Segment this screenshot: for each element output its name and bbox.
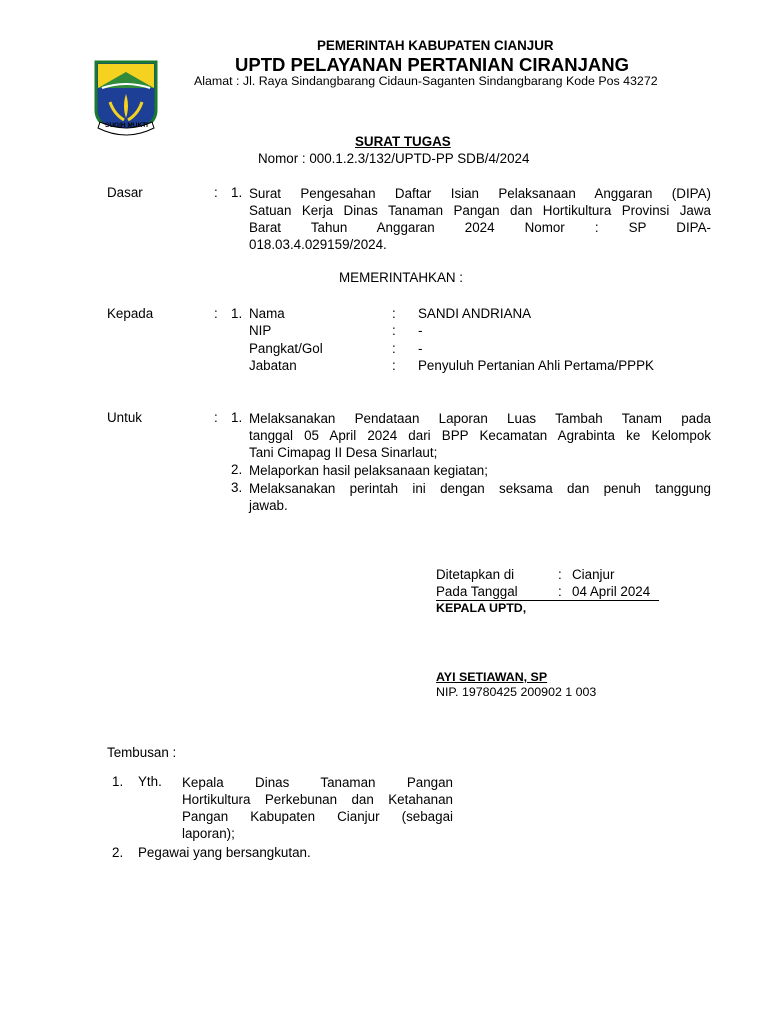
signature-place-sep: :	[558, 567, 562, 582]
tembusan-item-1-prefix: Yth.	[138, 774, 162, 789]
signature-place-label: Ditetapkan di	[436, 567, 515, 582]
field-nip-value: -	[418, 323, 423, 338]
signature-nip: NIP. 19780425 200902 1 003	[436, 685, 597, 699]
signature-position: KEPALA UPTD,	[436, 601, 527, 615]
office-name: UPTD PELAYANAN PERTANIAN CIRANJANG	[235, 54, 630, 75]
kepada-label: Kepada	[107, 306, 154, 321]
kepada-colon: :	[214, 306, 218, 321]
signature-name: AYI SETIAWAN, SP	[436, 670, 548, 684]
field-nip-label: NIP	[249, 323, 272, 338]
field-position-sep: :	[392, 358, 396, 373]
untuk-item-1-line-2: tanggal 05 April 2024 dari BPP Kecamatan Agrabinta ke Kelompok	[249, 428, 711, 443]
office-address: Alamat : Jl. Raya Sindangbarang Cidaun-Saganten Sindangbarang Kode Pos 43272	[194, 74, 658, 88]
tembusan-item-1-line-3: Pangan Kabupaten Cianjur (sebagai	[182, 809, 453, 824]
field-name-label: Nama	[249, 306, 285, 321]
field-nip-sep: :	[392, 323, 396, 338]
letter-number: Nomor : 000.1.2.3/132/UPTD-PP SDB/4/2024	[258, 151, 530, 166]
untuk-item-3-number: 3.	[231, 480, 243, 495]
tembusan-item-1-line-1: Kepala Dinas Tanaman Pangan	[182, 775, 453, 790]
dasar-label: Dasar	[107, 185, 143, 200]
command-heading: MEMERINTAHKAN :	[339, 270, 463, 285]
dasar-number: 1.	[231, 185, 243, 200]
untuk-item-1-number: 1.	[231, 410, 243, 425]
untuk-label: Untuk	[107, 410, 142, 425]
dasar-line-1: Surat Pengesahan Daftar Isian Pelaksanaan Anggaran (DIPA)	[249, 186, 711, 201]
letter-title: SURAT TUGAS	[355, 134, 451, 149]
signature-place-value: Cianjur	[572, 567, 615, 582]
tembusan-item-1-number: 1.	[112, 774, 124, 789]
field-rank-label: Pangkat/Gol	[249, 341, 323, 356]
tembusan-label: Tembusan :	[107, 745, 177, 760]
tembusan-item-2-number: 2.	[112, 845, 124, 860]
untuk-item-3-line-1: Melaksanakan perintah ini dengan seksama dan penuh tanggung	[249, 481, 711, 496]
field-position-value: Penyuluh Pertanian Ahli Pertama/PPPK	[418, 358, 654, 373]
signature-date-value: 04 April 2024	[572, 584, 651, 599]
field-rank-sep: :	[392, 341, 396, 356]
tembusan-item-2-text: Pegawai yang bersangkutan.	[138, 845, 311, 860]
untuk-item-1-line-3: Tani Cimapag II Desa Sinarlaut;	[249, 445, 438, 460]
regency-logo-icon	[92, 58, 160, 142]
signature-date-sep: :	[558, 584, 562, 599]
field-name-value: SANDI ANDRIANA	[418, 306, 532, 321]
untuk-item-3-line-2: jawab.	[249, 498, 288, 513]
untuk-colon: :	[214, 410, 218, 425]
signature-date-label: Pada Tanggal	[436, 584, 518, 599]
dasar-line-3: Barat Tahun Anggaran 2024 Nomor : SP DIPA-	[249, 220, 711, 235]
untuk-item-2-line-1: Melaporkan hasil pelaksanaan kegiatan;	[249, 463, 488, 478]
dasar-line-4: 018.03.4.029159/2024.	[249, 237, 387, 252]
government-name: PEMERINTAH KABUPATEN CIANJUR	[317, 38, 554, 53]
dasar-colon: :	[214, 185, 218, 200]
untuk-item-2-number: 2.	[231, 462, 243, 477]
untuk-item-1-line-1: Melaksanakan Pendataan Laporan Luas Tambah Tanam pada	[249, 411, 711, 426]
tembusan-item-1-line-2: Hortikultura Perkebunan dan Ketahanan	[182, 792, 453, 807]
logo-motto: SUGIH MUKTI	[105, 122, 148, 129]
field-position-label: Jabatan	[249, 358, 297, 373]
dasar-line-2: Satuan Kerja Dinas Tanaman Pangan dan Hortikultura Provinsi Jawa	[249, 203, 711, 218]
field-name-sep: :	[392, 306, 396, 321]
tembusan-item-1-line-4: laporan);	[182, 826, 235, 841]
field-rank-value: -	[418, 341, 423, 356]
kepada-number: 1.	[231, 306, 243, 321]
